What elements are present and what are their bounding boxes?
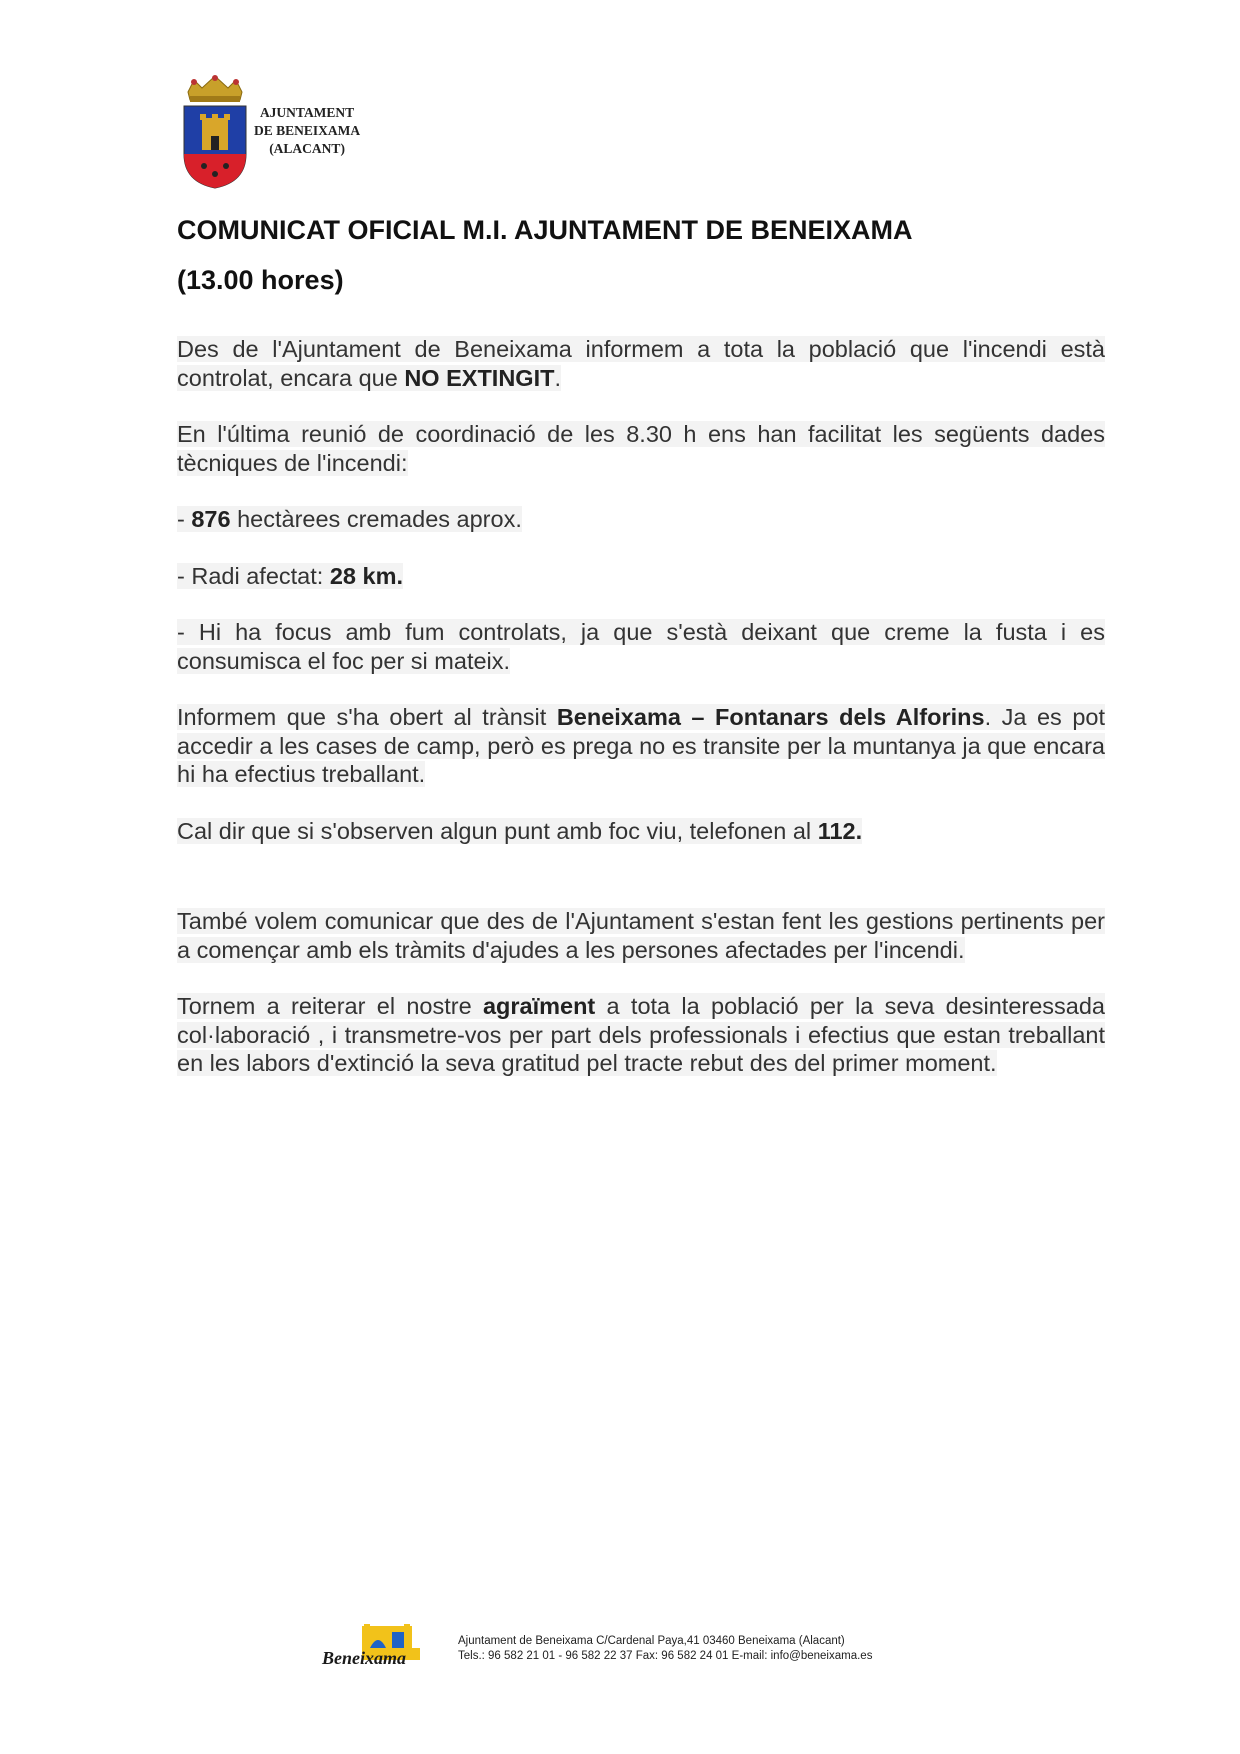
- title-line-2: (13.00 hores): [177, 265, 344, 295]
- paragraph-gratitude: [177, 992, 1105, 1078]
- bold-emergency-number: 112.: [817, 817, 863, 844]
- communique-body: [177, 335, 1105, 1078]
- logo-line-2: DE BENEIXAMA: [254, 123, 361, 138]
- title-line-1: COMUNICAT OFICIAL M.I. AJUNTAMENT DE BENEIXAMA: [177, 215, 913, 245]
- text-segment: .: [554, 364, 561, 391]
- logo-line-3: (ALACANT): [269, 141, 345, 156]
- bold-road-name: Beneixama – Fontanars dels Alforins: [556, 704, 985, 730]
- footer-logo: [318, 1624, 428, 1672]
- text-segment: Tornem a reiterar el nostre: [177, 993, 483, 1019]
- page-title: [177, 205, 913, 305]
- bold-hectares-value: 876: [191, 506, 231, 532]
- text-segment: -: [177, 506, 192, 532]
- paragraph-aid-procedures: [177, 907, 1105, 964]
- footer-logo-wordmark: Beneixama: [322, 1648, 406, 1668]
- text-segment: a tota la població per la seva desinteressada col·laboració , i transmetre-vos per part dels professionals i efectius que estan treballant en les labors d'extinció la seva gratitud pel tracte rebut des del primer moment.: [177, 993, 1105, 1076]
- text-segment: En l'última reunió de coordinació de les 8.30 h ens han facilitat les següents dades tècniques de l'incendi:: [177, 421, 1105, 476]
- footer-phones: Tels.: 96 582 21 01 - 96 582 22 37 Fax: 96 582 24 01 E-mail: info@beneixama.es: [458, 1650, 873, 1662]
- bold-radius-value: 28 km.: [329, 562, 403, 589]
- text-segment: - Hi ha focus amb fum controlats, ja que s'està deixant que creme la fusta i es consumisca el foc per si mateix.: [177, 619, 1105, 674]
- footer-contact: [458, 1634, 872, 1664]
- municipal-coat-of-arms-logo: [180, 74, 380, 190]
- coat-of-arms-icon: [180, 74, 250, 190]
- list-item-radius: [177, 562, 1105, 591]
- bold-not-extinguished: NO EXTINGIT: [404, 364, 555, 391]
- logo-caption: [254, 104, 360, 158]
- list-item-hectares: [177, 505, 1105, 534]
- list-item-smoke-focus: [177, 618, 1105, 675]
- footer-address: Ajuntament de Beneixama C/Cardenal Paya,41 03460 Beneixama (Alacant): [458, 1635, 845, 1647]
- text-segment: Des de l'Ajuntament de Beneixama informem a tota la població que l'incendi està controlat, encara que: [177, 336, 1105, 391]
- paragraph-emergency-call: [177, 817, 1105, 846]
- page-footer: [318, 1624, 918, 1674]
- text-segment: Informem que s'ha obert al trànsit: [177, 704, 557, 730]
- text-segment: Cal dir que si s'observen algun punt amb foc viu, telefonen al: [177, 817, 818, 844]
- bold-gratitude: agraïment: [482, 993, 596, 1019]
- text-segment: També volem comunicar que des de l'Ajuntament s'estan fent les gestions pertinents per a començar amb els tràmits d'ajudes a les persones afectades per l'incendi.: [177, 908, 1105, 963]
- paragraph-fire-status: [177, 335, 1105, 392]
- paragraph-road-open: [177, 703, 1105, 789]
- text-segment: . Ja es pot accedir a les cases de camp, però es prega no es transite per la muntanya ja que encara hi ha efectius treballant.: [177, 704, 1105, 787]
- logo-line-1: AJUNTAMENT: [259, 105, 355, 120]
- text-segment: hectàrees cremades aprox.: [230, 506, 522, 532]
- text-segment: - Radi afectat:: [177, 562, 330, 589]
- paragraph-coordination-meeting: [177, 420, 1105, 477]
- town-emblem-icon: [318, 1624, 428, 1672]
